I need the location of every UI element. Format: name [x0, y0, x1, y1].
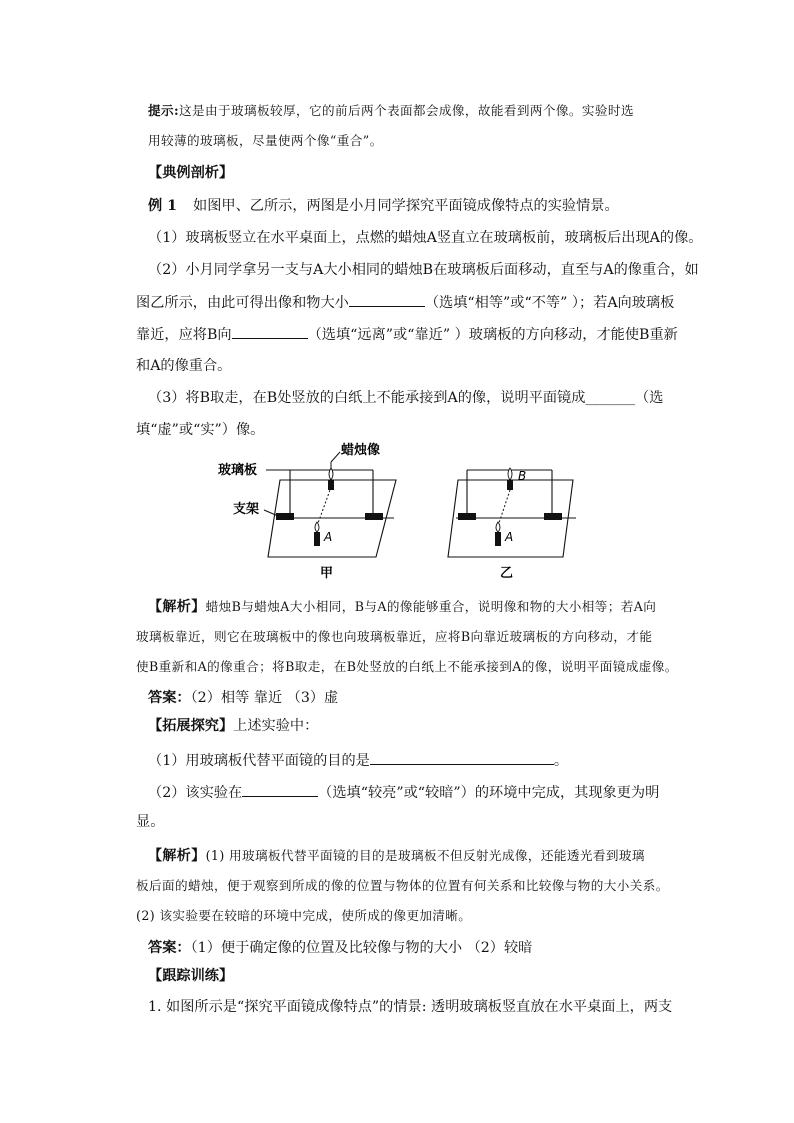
- stand-right-b: [544, 513, 562, 520]
- analysis2-label: 【解析】: [148, 848, 206, 864]
- candle-b-right: [507, 480, 513, 490]
- example-q3-line-2: 填“虚”或“实”）像。: [136, 422, 265, 438]
- analysis2-line-1: 【解析】(1) 用玻璃板代替平面镜的目的是玻璃板不但反射光成像，还能透光看到玻璃: [148, 848, 645, 864]
- example-q3-line-1: （3）将B取走，在B处竖放的白纸上不能承接到A的像，说明平面镜成_______（选: [148, 390, 664, 406]
- example-intro: 例 1 如图甲、乙所示，两图是小月同学探究平面镜成像特点的实验情景。: [148, 198, 619, 214]
- blank-image-type[interactable]: _______: [585, 390, 636, 406]
- analysis2-line-3: (2) 该实验要在较暗的环境中完成，使所成的像更加清晰。: [136, 908, 472, 923]
- blank-purpose[interactable]: [370, 750, 554, 765]
- flame-image-left: [329, 468, 333, 480]
- candle-image-left: [328, 480, 334, 490]
- stand-right-a: [458, 513, 476, 520]
- example-q2-line-2: 图乙所示，由此可得出像和物大小 （选填“相等”或“不等” ）；若A向玻璃板: [136, 292, 674, 313]
- label-candle-a-right: A: [505, 530, 514, 544]
- stand-left-a: [276, 513, 294, 520]
- example-q2-line-3: 靠近，应将B向 （选填“远离”或“靠近” ）玻璃板的方向移动，才能使B重新: [136, 324, 678, 345]
- analysis1-line-1: 【解析】蜡烛B与蜡烛A大小相同，B与A的像能够重合，说明像和物的大小相等；若A向: [148, 599, 657, 615]
- stand-left-b: [365, 513, 383, 520]
- figure-left: [218, 442, 396, 580]
- blank-size[interactable]: [349, 292, 425, 307]
- blank-direction[interactable]: [232, 324, 308, 339]
- analysis1-label: 【解析】: [148, 599, 206, 615]
- caption-left: 甲: [320, 566, 334, 580]
- section-example-heading: 【典例剖析】: [148, 165, 234, 181]
- flame-a-left: [315, 522, 319, 532]
- extend-q1: （1）用玻璃板代替平面镜的目的是 。: [148, 750, 568, 771]
- label-glass-plate: 玻璃板: [218, 463, 258, 478]
- figure-right: [448, 468, 576, 580]
- answer1: 答案：（2）相等 靠近 （3）虚: [148, 690, 339, 706]
- analysis2-line-2: 板后面的蜡烛，便于观察到所成的像的位置与物体的位置有何关系和比较像与物的大小关系。: [136, 878, 669, 893]
- hint-line-2: 用较薄的玻璃板，尽量使两个像“重合”。: [148, 133, 383, 148]
- candle-a-left: [314, 532, 320, 546]
- extend-intro-line: 【拓展探究】上述实验中：: [148, 718, 319, 734]
- hint-line-1: 提示:这是由于玻璃板较厚，它的前后两个表面都会成像，故能看到两个像。实验时选: [148, 103, 634, 118]
- section-extend-heading: 【拓展探究】: [148, 718, 234, 734]
- label-candle-image: 蜡烛像: [341, 443, 381, 458]
- hint-label: 提示:: [148, 103, 180, 118]
- answer2: 答案：（1）便于确定像的位置及比较像与物的大小 （2）较暗: [148, 940, 533, 956]
- example-label: 例 1: [148, 198, 177, 214]
- answer2-label: 答案：: [148, 940, 191, 956]
- candle-a-right: [495, 532, 501, 546]
- flame-b-right: [508, 468, 512, 480]
- extend-q2-line-1: （2）该实验在 （选填“较亮”或“较暗”）的环境中完成，其现象更为明: [148, 782, 659, 803]
- label-candle-b: B: [518, 469, 527, 483]
- example-q2-line-1: （2）小月同学拿另一支与A大小相同的蜡烛B在玻璃板后面移动，直至与A的像重合，如: [148, 262, 699, 278]
- caption-right: 乙: [500, 566, 514, 580]
- experiment-figure: [218, 440, 598, 580]
- label-candle-a-left: A: [324, 530, 333, 544]
- blank-environment[interactable]: [242, 782, 318, 797]
- example-q2-line-4: 和A的像重合。: [136, 358, 232, 374]
- extend-q2-line-2: 显。: [136, 814, 165, 830]
- dotted-line-right: [498, 490, 510, 526]
- section-practice-heading: 【跟踪训练】: [148, 968, 234, 984]
- dotted-line-left: [317, 490, 330, 526]
- analysis1-line-3: 使B重新和A的像重合；将B取走，在B处竖放的白纸上不能承接到A的像，说明平面镜成虚像。: [136, 659, 678, 674]
- analysis1-line-2: 玻璃板靠近，则它在玻璃板中的像也向玻璃板靠近，应将B向靠近玻璃板的方向移动，才能: [136, 629, 653, 644]
- label-stand: 支架: [233, 502, 260, 517]
- practice-q1: 1. 如图所示是“探究平面镜成像特点”的情景: 透明玻璃板竖直放在水平桌面上，两支: [148, 999, 673, 1015]
- answer1-label: 答案：: [148, 690, 191, 706]
- flame-a-right: [496, 522, 500, 532]
- example-q1: （1）玻璃板竖立在水平桌面上，点燃的蜡烛A竖直立在玻璃板前，玻璃板后出现A的像。: [148, 230, 703, 246]
